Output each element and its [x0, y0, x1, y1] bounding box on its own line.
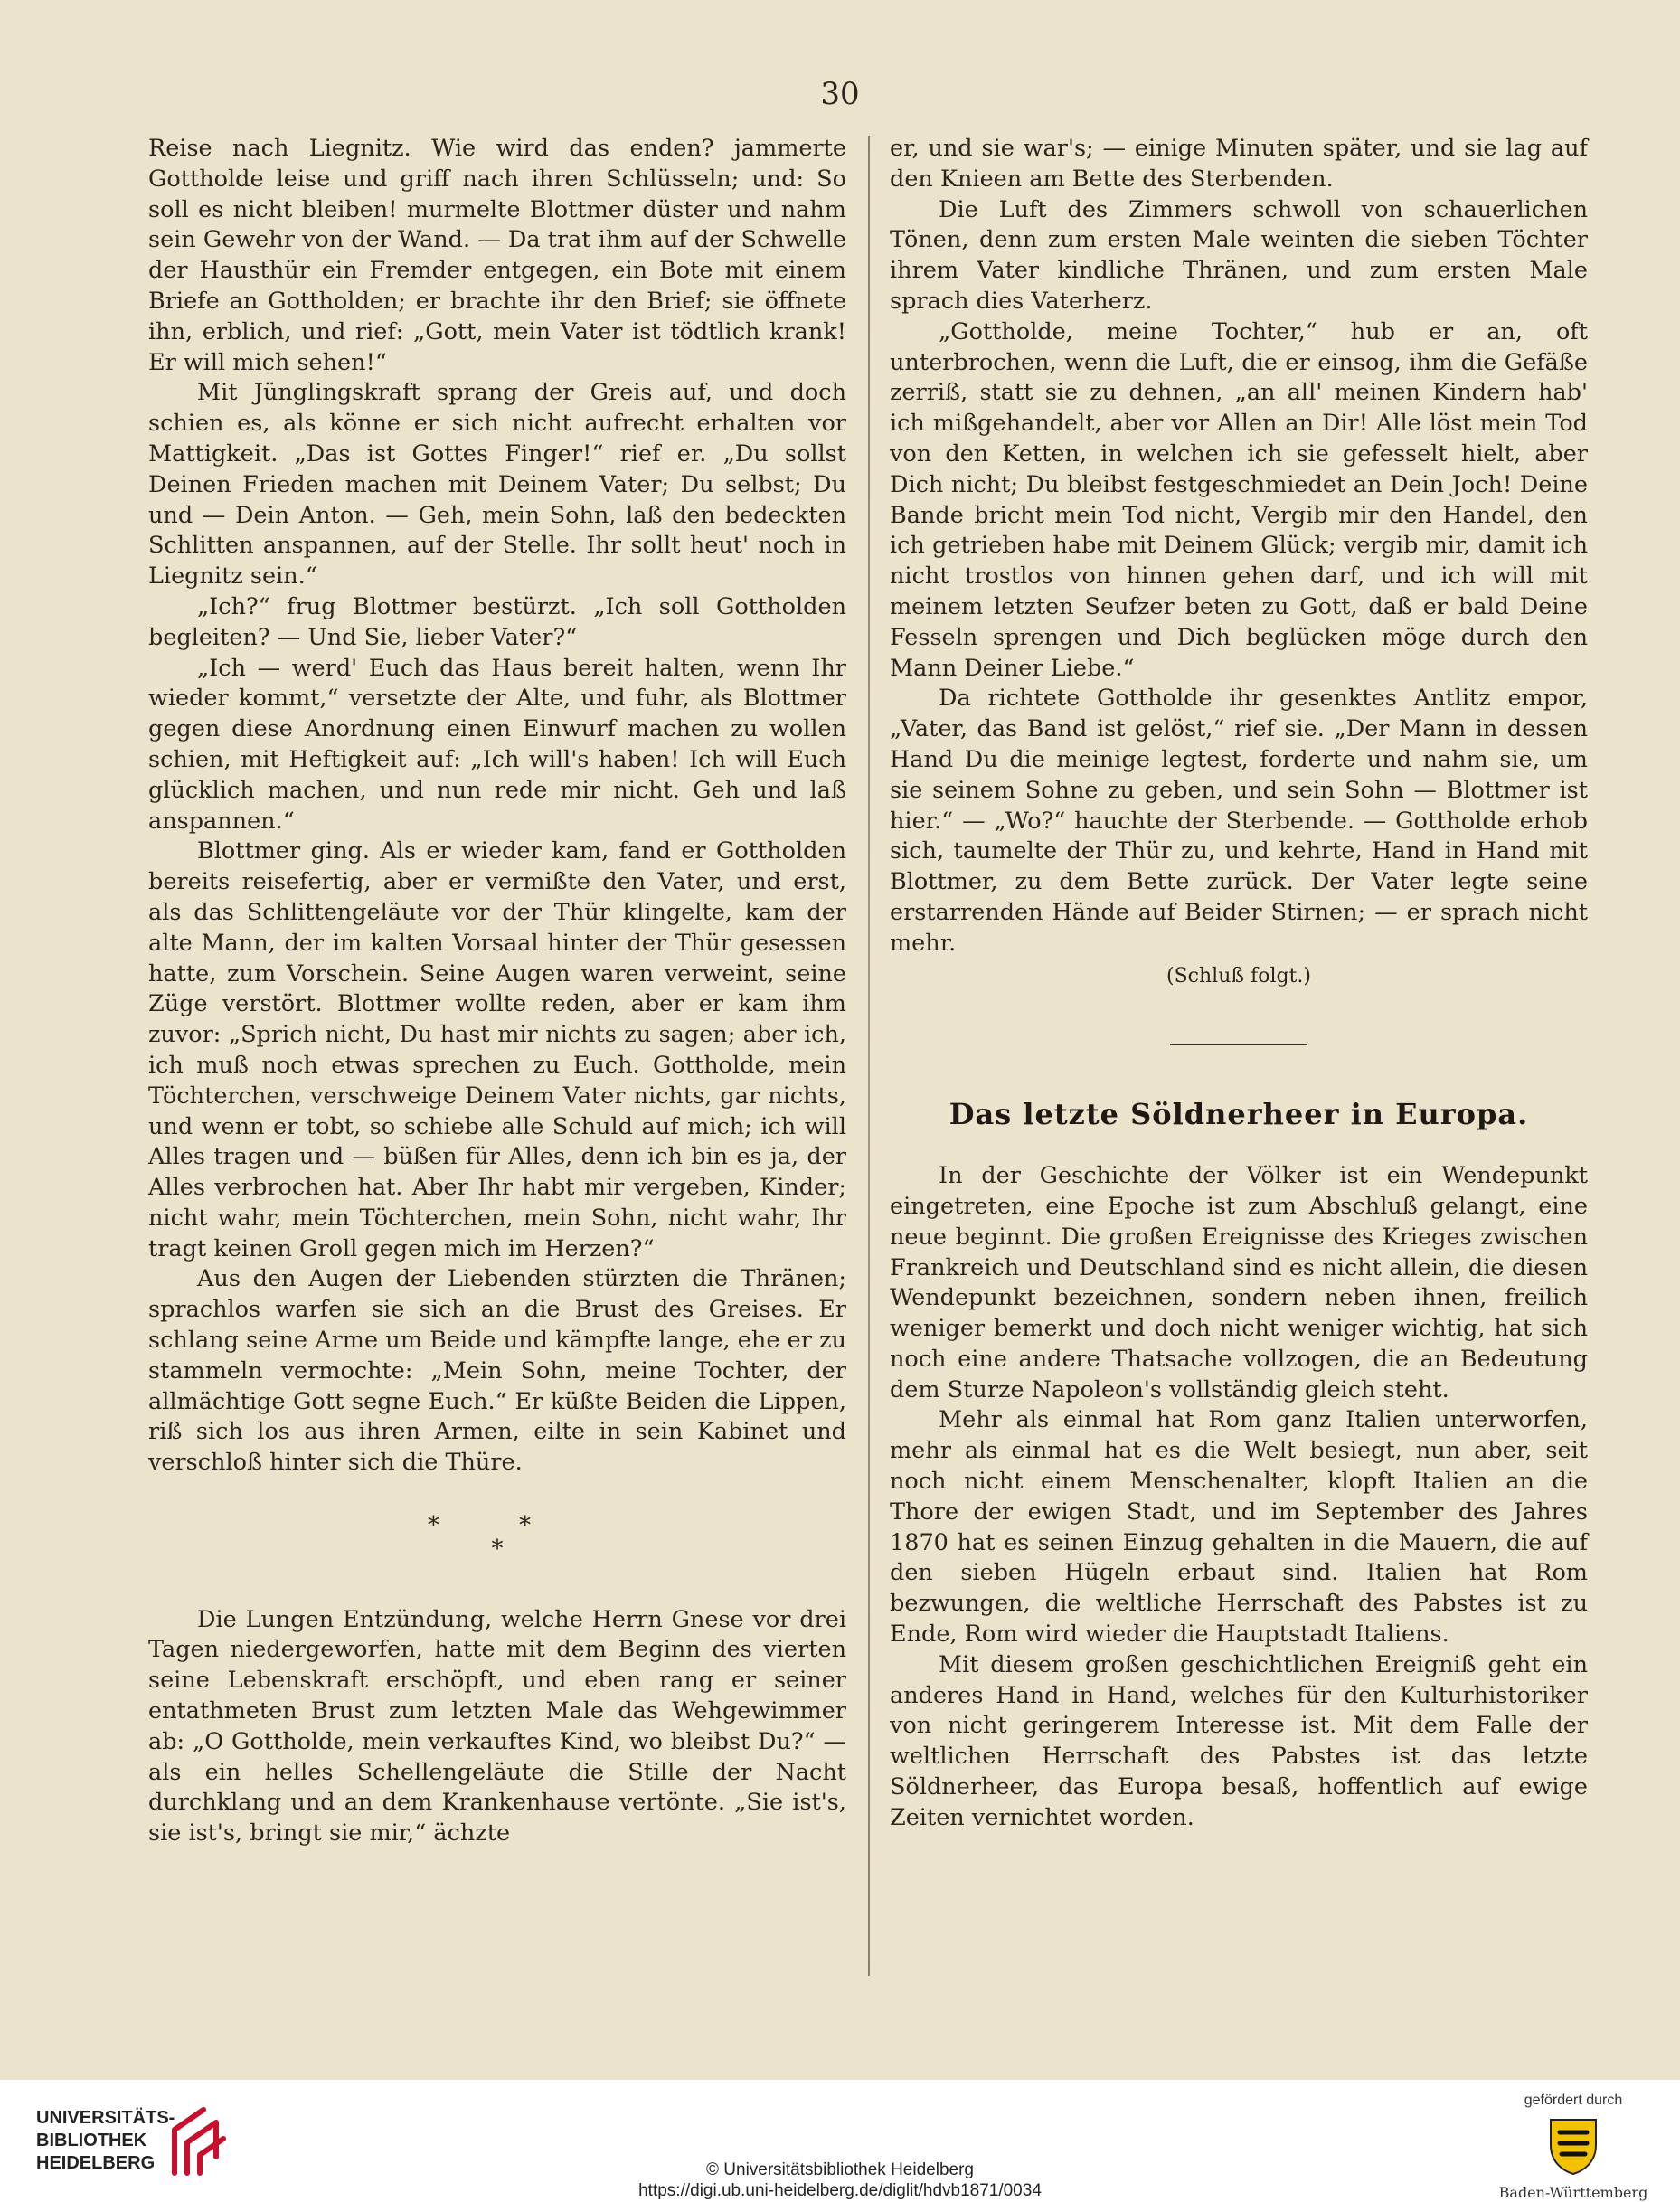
paragraph: er, und sie war's; — einige Minuten später, und sie lag auf den Knieen am Bette des Sterbenden. [890, 135, 1588, 193]
right-column [890, 134, 1588, 1834]
paragraph: Da richtete Gottholde ihr gesenktes Antlitz empor, „Vater, das Band ist gelöst,“ rief sie. „Der Mann in dessen Hand Du die meinige legtest, forderte und nahm sie, um sie seinem Sohne zu geben, und sein Sohn — Blottmer ist hier.“ — „Wo?“ hauchte der Sterbende. — Gottholde erhob sich, taumelte der Thür zu, und kehrte, Hand in Hand mit Blottmer, zu dem Bette zurück. Der Vater legte seine erstarrenden Hände auf Beider Stirnen; — er sprach nicht mehr. [890, 685, 1588, 957]
footer [0, 2080, 1680, 2202]
section-rule [1170, 1044, 1307, 1045]
credits [0, 2159, 1680, 2201]
section-break-stars [148, 1511, 846, 1565]
library-name-line: UNIVERSITÄTS- [36, 2108, 175, 2128]
library-name-line: HEIDELBERG [36, 2153, 156, 2173]
stars-bottom: * [491, 1535, 504, 1563]
paragraph: Die Lungen Entzündung, welche Herrn Gnese vor drei Tagen niedergeworfen, hatte mit dem Beginn des vierten seine Lebenskraft erschöpft, und eben rang er seiner entathmeten Brust zum letzten Male das Wehgewimmer ab: „O Gottholde, mein verkauftes Kind, wo bleibst Du?“ — als ein helles Schellengeläute die Stille der Nacht durchklang und an dem Krankenhause vertönte. „Sie ist's, sie ist's, bringt sie mir,“ ächzte [148, 1605, 846, 1848]
paragraph: „Ich — werd' Euch das Haus bereit halten, wenn Ihr wieder kommt,“ versetzte der Alte, und fuhr, als Blottmer gegen diese Anordnung einen Einwurf machen zu wollen schien, mit Heftigkeit auf: „Ich will's haben! Ich will Euch glücklich machen, und nun rede mir nicht. Geh und laß anspannen.“ [148, 654, 846, 835]
copyright-text: © Universitätsbibliothek Heidelberg [706, 2160, 974, 2179]
paragraph: In der Geschichte der Völker ist ein Wendepunkt eingetreten, eine Epoche ist zum Abschluß gelangt, eine neue beginnt. Die großen Ereignisse des Krieges zwischen Frankreich und Deutschland sind es nicht allein, die diesen Wendepunkt bezeichnen, sondern neben ihnen, freilich weniger bemerkt und doch nicht weniger wichtig, hat sich noch eine andere Thatsache vollzogen, die an Bedeutung dem Sturze Napoleon's vollständig gleich steht. [890, 1162, 1588, 1403]
continued-note: (Schluß folgt.) [1166, 964, 1311, 988]
paragraph: „Gottholde, meine Tochter,“ hub er an, oft unterbrochen, wenn die Luft, die er einsog, ihm die Gefäße zerriß, statt sie zu dehnen, „an all' meinen Kindern hab' ich mißgehandelt, aber vor Allen an Dir! Alle löst mein Tod von den Ketten, in welchen ich sie gefesselt hielt, aber Dich nicht; Du bleibst festgeschmiedet an Dein Joch! Deine Bande bricht mein Tod nicht, Vergib mir den Handel, den ich getrieben habe mit Deinem Glück; vergib mir, damit ich nicht trostlos von hinnen gehen darf, und ich will mit meinem letzten Seufzer beten zu Gott, daß er bald Deine Fesseln sprengen und Dich beglücken möge durch den Mann Deiner Liebe.“ [890, 317, 1588, 682]
sponsor-block[interactable] [1483, 2093, 1664, 2201]
left-column [148, 134, 846, 1849]
sponsor-name: Baden-Württemberg [1498, 2184, 1648, 2201]
paragraph: Mehr als einmal hat Rom ganz Italien unterworfen, mehr als einmal hat es die Welt besiegt, nun aber, seit noch nicht einem Menschenalter, klopft Italien an die Thore der ewigen Stadt, und im September des Jahres 1870 hat es seinen Einzug gehalten in die Mauern, die auf den sieben Hügeln erbaut sind. Italien hat Rom bezwungen, die weltliche Herrschaft des Pabstes ist zu Ende, Rom wird wieder die Hauptstadt Italiens. [890, 1406, 1588, 1649]
paragraph: Mit diesem großen geschichtlichen Ereigniß geht ein anderes Hand in Hand, welches für den Kulturhistoriker von nicht geringerem Interesse ist. Mit dem Falle der weltlichen Herrschaft des Pabstes ist das letzte Söldnerheer, das Europa besaß, hoffentlich auf ewige Zeiten vernichtet worden. [890, 1650, 1588, 1831]
source-url[interactable]: https://digi.ub.uni-heidelberg.de/diglit/hdvb1871/0034 [638, 2181, 1042, 2200]
paragraph: „Ich?“ frug Blottmer bestürzt. „Ich soll Gottholden begleiten? — Und Sie, lieber Vater?“ [148, 592, 846, 651]
library-name-line: BIBLIOTHEK [36, 2131, 147, 2150]
paragraph: Reise nach Liegnitz. Wie wird das enden? jammerte Gottholde leise und griff nach ihren Schlüsseln; und: So soll es nicht bleiben! murmelte Blottmer düster und nahm sein Gewehr von der Wand. — Da trat ihm auf der Schwelle der Hausthür ein Fremder entgegen, ein Bote mit einem Briefe an Gottholden; er brachte ihr den Brief; sie öffnete ihn, erblich, und rief: „Gott, mein Vater ist tödtlich krank! Er will mich sehen!“ [148, 135, 846, 376]
column-divider [868, 136, 870, 1976]
state-coat-of-arms-icon [1545, 2114, 1601, 2176]
sponsor-label: gefördert durch [1524, 2093, 1623, 2108]
paragraph: Die Luft des Zimmers schwoll von schauerlichen Tönen, denn zum ersten Male weinten die sieben Töchter ihrem Vater kindliche Thränen, und zum ersten Male sprach dies Vaterherz. [890, 195, 1588, 315]
article-title: Das letzte Söldnerheer in Europa. [949, 1097, 1529, 1132]
paragraph: Blottmer ging. Als er wieder kam, fand er Gottholden bereits reisefertig, aber er vermißte den Vater, und erst, als das Schlittengeläute vor der Thür klingelte, kam der alte Mann, der im kalten Vorsaal hinter der Thür gesessen hatte, zum Vorschein. Seine Augen waren verweint, seine Züge verstört. Blottmer wollte reden, aber er kam ihm zuvor: „Sprich nicht, Du hast mir nichts zu sagen; aber ich, ich muß noch etwas sprechen zu Euch. Gottholde, mein Töchterchen, verschweige Deinem Vater nichts, gar nichts, und wenn er tobt, so schiebe alle Schuld auf mich; ich will Alles tragen und — büßen für Alles, denn ich bin es ja, der Alles verbrochen hat. Aber Ihr habt mir vergeben, Kinder; nicht wahr, mein Töchterchen, mein Sohn, nicht wahr, Ihr tragt keinen Groll gegen mich im Herzen?“ [148, 837, 846, 1262]
paragraph: Aus den Augen der Liebenden stürzten die Thränen; sprachlos warfen sie sich an die Brust des Greises. Er schlang seine Arme um Beide und kämpfte lange, ehe er zu stammeln vermochte: „Mein Sohn, meine Tochter, der allmächtige Gott segne Euch.“ Er küßte Beiden die Lippen, riß sich los aus ihren Armen, eilte in sein Kabinet und verschloß hinter sich die Thüre. [148, 1265, 846, 1477]
stars-top: * * [427, 1512, 568, 1540]
paragraph: Mit Jünglingskraft sprang der Greis auf, und doch schien es, als könne er sich nicht aufrecht erhalten vor Mattigkeit. „Das ist Gottes Finger!“ rief er. „Du sollst Deinen Frieden machen mit Deinem Vater; Du selbst; Du und — Dein Anton. — Geh, mein Sohn, laß den bedeckten Schlitten anspannen, auf der Stelle. Ihr sollt heut' noch in Liegnitz sein.“ [148, 379, 846, 591]
page-number: 30 [820, 76, 860, 112]
